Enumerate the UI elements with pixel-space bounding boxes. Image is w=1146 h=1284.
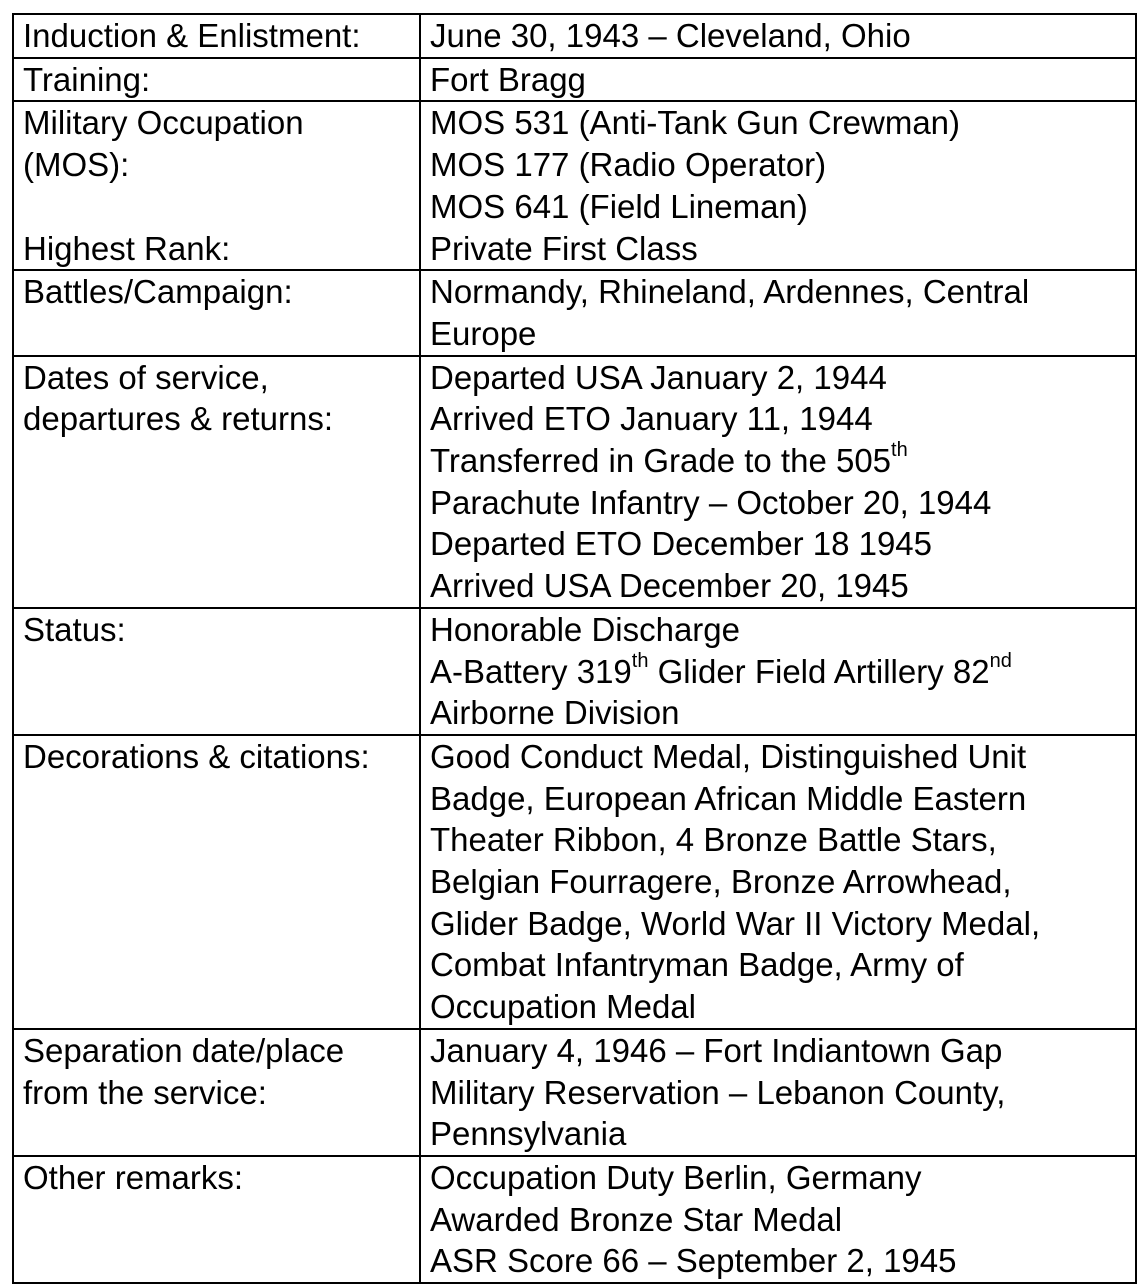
- table-row: [13, 270, 1136, 355]
- row-label: [13, 58, 420, 102]
- row-value: [420, 735, 1136, 1029]
- value-line: Occupation Medal: [430, 988, 696, 1026]
- value-line: Military Reservation – Lebanon County,: [430, 1073, 1006, 1111]
- table-row: [13, 101, 1136, 270]
- value-text: Glider Field Artillery 82: [648, 652, 990, 690]
- label-line: Highest Rank:: [23, 229, 231, 267]
- label-line: Induction & Enlistment:: [23, 17, 361, 54]
- value-text: Transferred in Grade to the 505: [430, 442, 892, 480]
- row-label: [13, 356, 420, 608]
- value-line: Belgian Fourragere, Bronze Arrowhead,: [430, 863, 1012, 901]
- value-line: Glider Badge, World War II Victory Medal,: [430, 904, 1041, 942]
- value-line: January 4, 1946 – Fort Indiantown Gap: [430, 1031, 1003, 1069]
- service-record-table: [12, 13, 1137, 1284]
- row-label: [13, 14, 420, 58]
- value-line: Arrived USA December 20, 1945: [430, 567, 909, 605]
- value-line: June 30, 1943 – Cleveland, Ohio: [430, 17, 911, 54]
- value-line: Good Conduct Medal, Distinguished Unit: [430, 737, 1027, 775]
- value-line: MOS 177 (Radio Operator): [430, 146, 827, 184]
- row-value: [420, 14, 1136, 58]
- value-line: Fort Bragg: [430, 60, 586, 98]
- value-text: A-Battery 319: [430, 652, 632, 690]
- label-line: Dates of service,: [23, 358, 269, 396]
- value-line: ASR Score 66 – September 2, 1945: [430, 1242, 957, 1280]
- table-row: [13, 735, 1136, 1029]
- value-line: Awarded Bronze Star Medal: [430, 1200, 843, 1238]
- row-label: [13, 1029, 420, 1156]
- table-row: [13, 608, 1136, 735]
- value-line: Pennsylvania: [430, 1115, 627, 1153]
- table-row: [13, 14, 1136, 58]
- row-label: [13, 735, 420, 1029]
- label-line: Decorations & citations:: [23, 737, 370, 775]
- value-line: Honorable Discharge: [430, 610, 741, 648]
- value-line-with-sup: [430, 440, 1127, 482]
- superscript: th: [631, 649, 649, 672]
- label-line: Military Occupation: [23, 104, 304, 142]
- label-line: Battles/Campaign:: [23, 273, 293, 311]
- label-line: [23, 186, 411, 228]
- row-label: [13, 1156, 420, 1283]
- table-row: [13, 356, 1136, 608]
- label-line: from the service:: [23, 1073, 267, 1111]
- value-line: Occupation Duty Berlin, Germany: [430, 1158, 922, 1196]
- table-row: [13, 1156, 1136, 1283]
- value-line: Arrived ETO January 11, 1944: [430, 400, 873, 438]
- label-line: Status:: [23, 610, 126, 648]
- label-line: Other remarks:: [23, 1158, 244, 1196]
- label-line: (MOS):: [23, 146, 130, 184]
- value-line: Normandy, Rhineland, Ardennes, Central: [430, 273, 1030, 311]
- superscript: th: [891, 439, 908, 462]
- row-value: [420, 608, 1136, 735]
- row-label: [13, 270, 420, 355]
- label-line: Separation date/place: [23, 1031, 345, 1069]
- row-value: [420, 1029, 1136, 1156]
- label-line: Training:: [23, 60, 151, 98]
- value-line: Airborne Division: [430, 694, 680, 732]
- value-line: Theater Ribbon, 4 Bronze Battle Stars,: [430, 821, 997, 859]
- table-row: [13, 1029, 1136, 1156]
- value-line: Europe: [430, 314, 537, 352]
- value-line: MOS 641 (Field Lineman): [430, 187, 808, 225]
- label-line: departures & returns:: [23, 400, 333, 438]
- value-line-with-sup: [430, 651, 1127, 693]
- row-value: [420, 101, 1136, 270]
- row-value: [420, 356, 1136, 608]
- value-line: Combat Infantryman Badge, Army of: [430, 946, 964, 984]
- value-line: MOS 531 (Anti-Tank Gun Crewman): [430, 104, 961, 142]
- value-line: Parachute Infantry – October 20, 1944: [430, 483, 992, 521]
- superscript: nd: [989, 649, 1012, 672]
- row-label: [13, 608, 420, 735]
- value-line: Private First Class: [430, 229, 698, 267]
- row-label: [13, 101, 420, 270]
- row-value: [420, 1156, 1136, 1283]
- value-line: Departed ETO December 18 1945: [430, 525, 933, 563]
- table-row: [13, 58, 1136, 102]
- row-value: [420, 58, 1136, 102]
- value-line: Departed USA January 2, 1944: [430, 358, 887, 396]
- value-line: Badge, European African Middle Eastern: [430, 779, 1027, 817]
- row-value: [420, 270, 1136, 355]
